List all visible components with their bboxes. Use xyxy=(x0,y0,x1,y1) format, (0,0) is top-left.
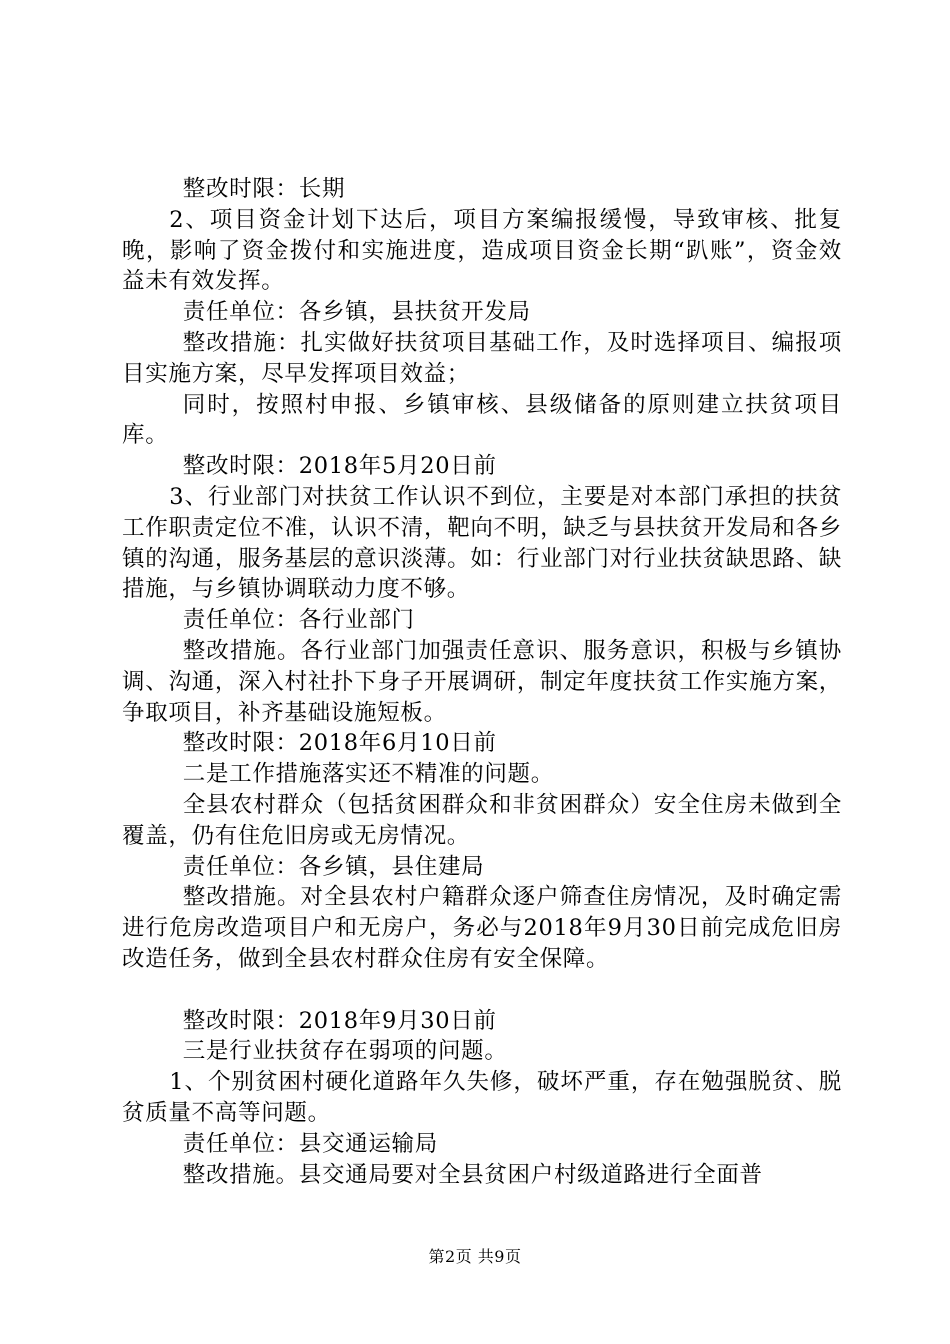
paragraph: 全县农村群众（包括贫困群众和非贫困群众）安全住房未做到全覆盖，仍有住危旧房或无房情况。 xyxy=(122,791,842,849)
paragraph: 二是工作措施落实还不精准的问题。 xyxy=(182,761,554,788)
paragraph: 责任单位：县交通运输局 xyxy=(182,1130,438,1157)
paragraph: 责任单位：各乡镇，县扶贫开发局 xyxy=(182,299,531,326)
paragraph: 责任单位：各行业部门 xyxy=(182,607,415,634)
paragraph: 整改措施。各行业部门加强责任意识、服务意识，积极与乡镇协调、沟通，深入村社扑下身子开展调研，制定年度扶贫工作实施方案，争取项目，补齐基础设施短板。 xyxy=(122,637,842,726)
page-number: 第2页 共9页 xyxy=(428,1247,522,1266)
paragraph: 整改时限：2018年9月30日前 xyxy=(182,1007,497,1034)
paragraph: 整改措施：扎实做好扶贫项目基础工作，及时选择项目、编报项目实施方案，尽早发挥项目效益； xyxy=(122,329,842,387)
document-body xyxy=(122,174,842,1190)
paragraph: 整改时限：2018年6月10日前 xyxy=(182,730,497,757)
paragraph: 三是行业扶贫存在弱项的问题。 xyxy=(182,1038,508,1065)
paragraph: 同时，按照村申报、乡镇审核、县级储备的原则建立扶贫项目库。 xyxy=(122,391,842,449)
paragraph: 整改措施。对全县农村户籍群众逐户筛查住房情况，及时确定需进行危房改造项目户和无房户，务必与2018年9月30日前完成危旧房改造任务，做到全县农村群众住房有安全保障。 xyxy=(122,884,842,972)
paragraph: 3、行业部门对扶贫工作认识不到位，主要是对本部门承担的扶贫工作职责定位不准，认识不清，靶向不明，缺乏与县扶贫开发局和各乡镇的沟通，服务基层的意识淡薄。如：行业部门对行业扶贫缺思路、缺措施，与乡镇协调联动力度不够。 xyxy=(122,483,842,603)
paragraph: 整改措施。县交通局要对全县贫困户村级道路进行全面普 xyxy=(182,1161,763,1188)
paragraph: 责任单位：各乡镇，县住建局 xyxy=(182,853,485,880)
paragraph: 整改时限：长期 xyxy=(182,176,346,202)
paragraph: 2、项目资金计划下达后，项目方案编报缓慢，导致审核、批复晚，影响了资金拨付和实施进度，造成项目资金长期“趴账”，资金效益未有效发挥。 xyxy=(122,206,842,295)
paragraph: 整改时限：2018年5月20日前 xyxy=(182,453,497,480)
paragraph: 1、个别贫困村硬化道路年久失修，破坏严重，存在勉强脱贫、脱贫质量不高等问题。 xyxy=(122,1069,842,1126)
blank-line xyxy=(122,975,842,1006)
